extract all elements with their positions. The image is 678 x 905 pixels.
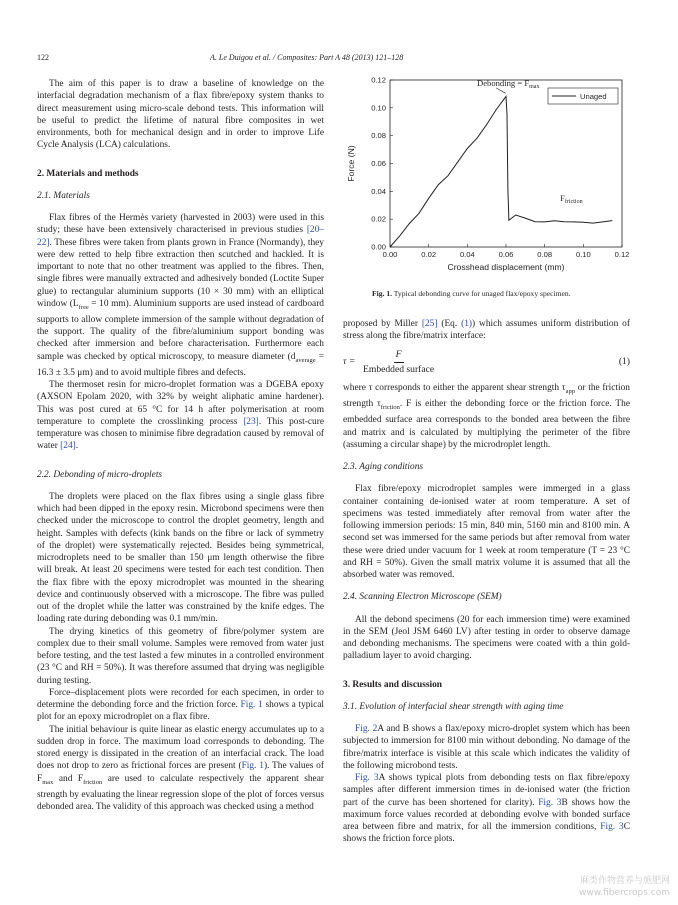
citation-link[interactable]: [20–22] (37, 225, 324, 248)
x-axis-title: Crosshead displacement (mm) (447, 262, 565, 272)
debonding-paragraph-2: The drying kinetics of this geometry of fibre/polymer system are complex due to their small volume. Samples were removed from water just before testing, and the test lasted a few minutes in a controlled environment (23 °C and RH = 50%). It was therefore assumed that drying was negligible during testing. (37, 626, 324, 686)
results-paragraph-1: Fig. 2A and B shows a flax/epoxy micro-droplet system which has been subjected to immersion for 8100 min without debonding. No damage of the fibre/matrix interface is visible at this scale which indicates the validity of the following microbond tests. (343, 724, 630, 771)
section-3-1-heading: 3.1. Evolution of interfacial shear strength with aging time (343, 701, 564, 712)
annotation-debonding: Debonding = $F_{max}$ (477, 78, 540, 90)
y-axis-title: Force (N) (346, 145, 356, 182)
figure-link[interactable]: Fig. 3 (600, 822, 624, 832)
debonding-paragraph-3: Force–displacement plots were recorded for each specimen, in order to determine the debonding force and the friction force. Fig. 1 shows a typical plot for an epoxy microdroplet on a flax fibre. (37, 687, 324, 723)
figure-link[interactable]: Fig. 3 (355, 773, 379, 783)
right-column (343, 318, 630, 846)
legend (548, 88, 618, 104)
y-tick-label: 0.12 (371, 75, 386, 85)
section-2-4-heading: 2.4. Scanning Electron Microscope (SEM) (343, 592, 502, 603)
results-paragraph-2: Fig. 3A shows typical plots from debonding tests on flax fibre/epoxy samples after different immersion times in de-ionised water (the friction part of the curve has been shortened for clarity). Fig. 3B shows how the maximum force values recorded at debonding evolve with bonded surface area between fibre and matrix, for all the immersion conditions, Fig. 3C shows the friction force plots. (343, 773, 630, 845)
equation-denominator: Embedded surface (363, 363, 435, 375)
running-header: A. Le Duigou et al. / Composites: Part A 48 (2013) 121–128 (210, 53, 404, 62)
left-column (37, 78, 324, 813)
y-tick-label: 0.02 (371, 214, 386, 224)
y-tick-label: 0.06 (371, 159, 386, 168)
y-tick-label: 0.08 (371, 131, 386, 141)
definition-paragraph: where τ corresponds to either the apparent shear strength $\tau_{app}$ or the friction strength $\tau_{friction}$. F is either the debonding force or the friction force. The embedded surface area corresponds to the bonded area between the fibre and matrix and is calculated by multiplying the perimeter of the fibre (assuming a circular shape) by the microdroplet length. (343, 383, 630, 450)
debonding-chart (340, 72, 640, 287)
sem-paragraph: All the debond specimens (20 for each immersion time) were examined in the SEM (Jeol JSM 6460 LV) after testing in order to observe damage and debonding mechanisms. The specimens were coated with a thin gold-palladium layer to avoid charging. (343, 614, 630, 662)
citation-link[interactable]: [24] (60, 441, 76, 452)
equation-link[interactable]: (1) (461, 319, 473, 329)
miller-paragraph: proposed by Miller [25] (Eq. (1)) which assumes uniform distribution of stress along the fibre/matrix interface: (343, 319, 630, 342)
watermark: 麻类作物营养与施肥网 www.fibercrops.com (579, 876, 670, 898)
materials-paragraph-2: The thermoset resin for micro-droplet formation was a DGEBA epoxy (AXSON Epolam 2020, with 32% by weight aliphatic amine hardener). This was post cured at 65 °C for 14 h after polymerisation at room temperature to complete the crosslinking process [23]. This post-cure temperature was chosen to minimise fibre degradation caused by removal of water [24]. (37, 380, 324, 452)
section-2-1-heading: 2.1. Materials (37, 190, 90, 201)
figure-link[interactable]: Fig. 1 (241, 761, 264, 772)
series-line-unaged (390, 96, 612, 247)
figure-link[interactable]: Fig. 2 (355, 724, 378, 734)
equation-1: τ = $\frac{F}{\text{Embedded surface}}$ (1) (343, 348, 630, 375)
x-tick-label: 0.10 (575, 250, 591, 259)
figure-caption: Fig. 1. Typical debonding curve for unaged flax/epoxy specimen. (372, 289, 571, 298)
citation-link[interactable]: [25] (421, 319, 438, 329)
section-3-heading: 3. Results and discussion (343, 679, 442, 690)
equation-number: (1) (618, 356, 630, 368)
debonding-paragraph-1: The droplets were placed on the flax fibres using a single glass fibre which had been dipped in the epoxy resin. Microbond specimens were then checked under the microscope to control the droplet geometry, length and height. Samples with defects (kink bands on the fibre or lack of symmetry of the droplet) were systematically rejected. Besides being symmetrical, microdroplets need to be smaller than 150 μm length otherwise the fibre will break. At least 20 specimens were tested for each test condition. Then the flax fibre with the epoxy microdroplet was mounted in the shearing device and continuously observed with a microscope. The fibre was pulled out of the droplet while the latter was constrained by the knife edges. The loading rate during debonding was 0.1 mm/min. (37, 491, 324, 625)
section-2-3-heading: 2.3. Aging conditions (343, 462, 424, 472)
x-tick-label: 0.02 (421, 250, 437, 259)
y-tick-label: 0.00 (371, 242, 386, 252)
annotation-friction: $F_{friction}$ (560, 193, 583, 206)
citation-link[interactable]: [23] (243, 416, 259, 427)
x-tick-label: 0.06 (498, 250, 514, 259)
section-2-heading: 2. Materials and methods (37, 168, 139, 179)
figure-link[interactable]: Fig. 1 (240, 700, 263, 710)
page-number: 122 (37, 53, 49, 62)
section-2-2-heading: 2.2. Debonding of micro-droplets (37, 469, 163, 480)
y-tick-label: 0.10 (371, 103, 386, 113)
x-tick-label: 0.04 (459, 250, 475, 259)
annotation-arrow (496, 88, 505, 93)
aging-paragraph: Flax fibre/epoxy microdroplet samples were immerged in a glass container containing de-ionised water at room temperature. A set of specimens was tested immediately after removal from water after the following immersion periods: 15 min, 840 min, 5160 min and 8100 min. A second set was immersed for the same periods but after removal from water these were dried under vacuum for 1 week at room temperature (T = 23 °C and RH = 50%). Given the small matrix volume it is assumed that all the absorbed water was removed. (343, 484, 630, 580)
x-tick-label: 0.00 (382, 250, 398, 259)
debonding-paragraph-4: The initial behaviour is quite linear as elastic energy accumulates up to a sudden drop in force. The maximum load corresponds to debonding. The stored energy is dissipated in the creation of an interfacial crack. The load does not drop to zero as frictional forces are present (Fig. 1). The values of $F_{max}$ and $F_{friction}$ are used to calculate respectively the apparent shear strength by evaluating the linear regression slope of the plot of forces versus debonded area. The validity of this approach was checked using a method (37, 724, 324, 812)
legend-label: Unaged (580, 92, 607, 101)
materials-paragraph-1: Flax fibres of the Hermès variety (harvested in 2003) were used in this study; these have been extensively characterised in previous studies [20–22]. These fibres were taken from plants grown in France (Normandy), they were dew retted to help fibre extraction then scutched and hackled. It is important to note that no other treatment was applied to the fibres. Then, single fibres were manually extracted and adhesively bonded (Loctite Super glue) to rectangular aluminium supports (10 × 30 mm) with an elliptical window ($L_{free} = 10$ mm). Aluminium supports are used instead of cardboard supports to allow complete immersion of the sample without degradation of the support. The quality of the fibre/aluminium support bonding was checked after immersion and before characterisation. Furthermore each sample was checked by optical microscopy, to measure diameter ($d_{average} = 16.3 \pm 3.5$ μm) and to avoid multiple fibres and defects. (37, 213, 324, 378)
x-tick-label: 0.12 (614, 250, 630, 259)
figure-1 (340, 72, 640, 302)
intro-paragraph: The aim of this paper is to draw a baseline of knowledge on the interfacial degradation mechanism of a flax fibre/epoxy system thanks to direct measurement using micro-scale debond tests. This information will be useful to predict the lifetime of natural fibre composites in wet environments, both for mechanical design and in order to improve Life Cycle Analysis (LCA) calculations. (37, 79, 324, 151)
x-tick-label: 0.08 (537, 250, 553, 259)
y-tick-label: 0.04 (371, 186, 386, 196)
equation-numerator: F (394, 349, 404, 363)
figure-link[interactable]: Fig. 3 (538, 797, 562, 808)
